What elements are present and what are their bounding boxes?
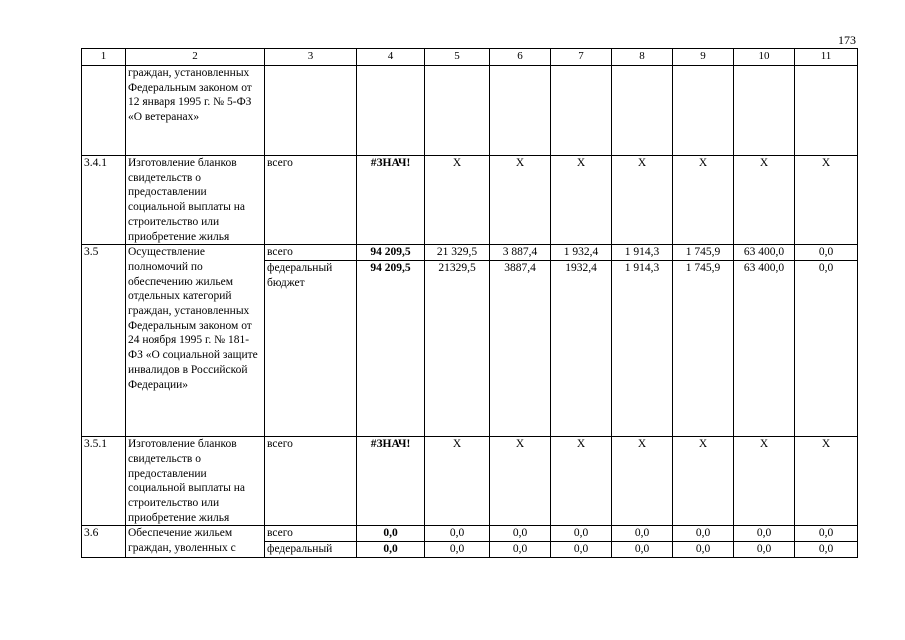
x-mark: X — [673, 156, 734, 245]
value-cell: 0,0 — [795, 245, 858, 261]
x-mark: X — [551, 437, 612, 526]
x-mark: X — [612, 437, 673, 526]
header-cell: 7 — [551, 49, 612, 66]
total-value: #ЗНАЧ! — [357, 156, 425, 245]
value-cell: 0,0 — [612, 542, 673, 558]
header-cell: 3 — [265, 49, 357, 66]
value-cell: 0,0 — [673, 542, 734, 558]
value-cell: 0,0 — [425, 542, 490, 558]
table-row — [82, 66, 858, 156]
x-mark: X — [490, 437, 551, 526]
funding-source: всего — [265, 526, 357, 542]
value-cell: 0,0 — [612, 526, 673, 542]
header-cell: 11 — [795, 49, 858, 66]
value-cell: 0,0 — [551, 526, 612, 542]
row-number: 3.4.1 — [82, 156, 126, 245]
value-cell: 0,0 — [795, 542, 858, 558]
header-cell: 8 — [612, 49, 673, 66]
funding-source: всего — [265, 437, 357, 526]
x-mark: X — [795, 156, 858, 245]
value-cell: 21 329,5 — [425, 245, 490, 261]
row-number: 3.6 — [82, 526, 126, 557]
value-cell: 1 914,3 — [612, 245, 673, 261]
value-cell: 3887,4 — [490, 261, 551, 437]
value-cell: 0,0 — [490, 542, 551, 558]
row-description: Изготовление бланков свидетельств о предоставлении социальной выплаты на строительство или приобретение жилья — [126, 437, 265, 526]
funding-source: федеральный бюджет — [265, 261, 357, 437]
x-mark: X — [612, 156, 673, 245]
value-cell — [795, 66, 858, 156]
x-mark: X — [734, 156, 795, 245]
value-cell: 0,0 — [795, 261, 858, 437]
total-value: 0,0 — [357, 542, 425, 558]
row-description: Осуществление полномочий по обеспечению жильем отдельных категорий граждан, установленных Федеральным законом от 24 ноября 1995 г. № 181-ФЗ «О социальной защите инвалидов в Российской Федерации» — [126, 245, 265, 437]
value-cell: 1 914,3 — [612, 261, 673, 437]
value-cell — [734, 66, 795, 156]
value-cell: 0,0 — [734, 542, 795, 558]
header-cell: 6 — [490, 49, 551, 66]
value-cell: 3 887,4 — [490, 245, 551, 261]
row-description: Обеспечение жильем граждан, уволенных с — [126, 526, 265, 557]
value-cell: 63 400,0 — [734, 261, 795, 437]
header-cell: 10 — [734, 49, 795, 66]
funding-source — [265, 66, 357, 156]
value-cell: 21329,5 — [425, 261, 490, 437]
total-value: #ЗНАЧ! — [357, 437, 425, 526]
value-cell — [425, 66, 490, 156]
x-mark: X — [551, 156, 612, 245]
row-number — [82, 66, 126, 156]
x-mark: X — [734, 437, 795, 526]
x-mark: X — [425, 437, 490, 526]
value-cell: 1 745,9 — [673, 245, 734, 261]
total-value: 94 209,5 — [357, 261, 425, 437]
header-cell: 9 — [673, 49, 734, 66]
header-cell: 1 — [82, 49, 126, 66]
value-cell: 0,0 — [425, 526, 490, 542]
value-cell — [551, 66, 612, 156]
value-cell: 1932,4 — [551, 261, 612, 437]
total-value: 94 209,5 — [357, 245, 425, 261]
x-mark: X — [425, 156, 490, 245]
header-cell: 4 — [357, 49, 425, 66]
budget-table — [81, 48, 858, 558]
table-row — [82, 156, 858, 245]
funding-source: всего — [265, 156, 357, 245]
value-cell: 1 745,9 — [673, 261, 734, 437]
row-number: 3.5.1 — [82, 437, 126, 526]
value-cell: 0,0 — [490, 526, 551, 542]
page-number: 173 — [838, 33, 856, 47]
row-description: граждан, установленных Федеральным законом от 12 января 1995 г. № 5-ФЗ «О ветеранах» — [126, 66, 265, 156]
x-mark: X — [673, 437, 734, 526]
funding-source: федеральный — [265, 542, 357, 558]
table-row — [82, 526, 858, 542]
value-cell: 0,0 — [795, 526, 858, 542]
table-row — [82, 437, 858, 526]
row-number: 3.5 — [82, 245, 126, 437]
value-cell — [612, 66, 673, 156]
header-cell: 5 — [425, 49, 490, 66]
value-cell: 63 400,0 — [734, 245, 795, 261]
row-description: Изготовление бланков свидетельств о предоставлении социальной выплаты на строительство или приобретение жилья — [126, 156, 265, 245]
total-value: 0,0 — [357, 526, 425, 542]
header-cell: 2 — [126, 49, 265, 66]
funding-source: всего — [265, 245, 357, 261]
header-row — [82, 49, 858, 66]
value-cell — [357, 66, 425, 156]
table-row — [82, 245, 858, 261]
value-cell — [490, 66, 551, 156]
x-mark: X — [795, 437, 858, 526]
value-cell — [673, 66, 734, 156]
value-cell: 0,0 — [734, 526, 795, 542]
value-cell: 1 932,4 — [551, 245, 612, 261]
value-cell: 0,0 — [673, 526, 734, 542]
x-mark: X — [490, 156, 551, 245]
value-cell: 0,0 — [551, 542, 612, 558]
